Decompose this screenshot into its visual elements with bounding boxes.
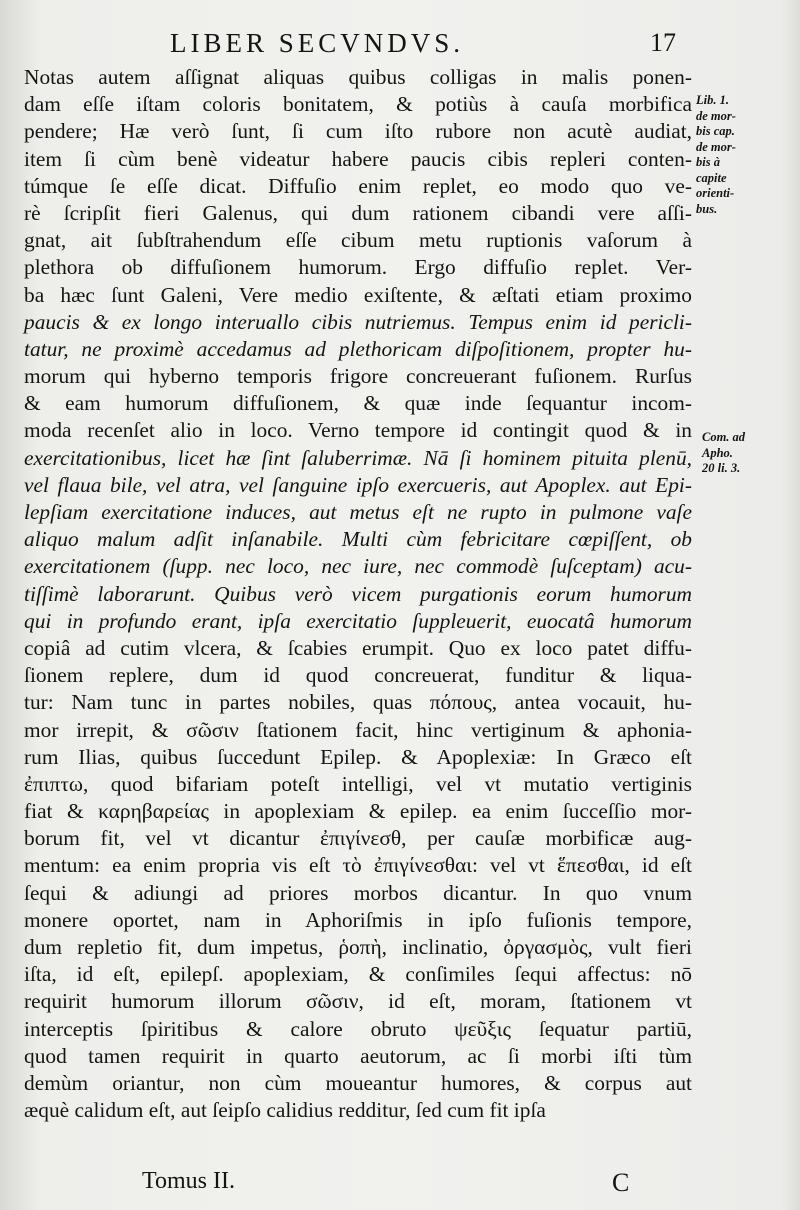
text-line: Notas autem aſſignat aliquas quibus colligas in malis ponen- — [24, 65, 692, 89]
text-line: lepſiam exercitatione induces, aut metus eſt ne rupto in pulmone vaſe — [24, 500, 692, 524]
text-line: copiâ ad cutim vlcera, & ſcabies erumpit. Quo ex loco patet diffu- — [24, 635, 692, 660]
text-line: monere oportet, nam in Aphoriſmis in ipſo fuſionis tempore, — [24, 907, 692, 932]
text-line: requirit humorum illorum σῶσιν, id eſt, moram, ſtationem vt — [24, 989, 692, 1014]
text-line: ſequi & adiungi ad priores morbos dicantur. In quo vnum — [24, 880, 692, 905]
text-line: quod tamen requirit in quarto aeutorum, ac ſi morbi iſti tùm — [24, 1043, 692, 1068]
text-line: exercitationibus, licet hæ ſint ſaluberrimæ. Nā ſi hominem pituita plenū, — [24, 445, 692, 470]
text-line: item ſi cùm benè videatur habere paucis cibis repleri conten- — [24, 146, 692, 171]
margin-note-aphorism-reference — [702, 430, 792, 477]
text-line: rè ſcripſit fieri Galenus, qui dum rationem cibandi vere aſſi- — [24, 200, 692, 225]
text-line: ἐπιπτω, quod bifariam poteſt intelligi, vel vt mutatio vertiginis — [24, 771, 692, 796]
text-line: gnat, ait ſubſtrahendum eſſe cibum metu ruptionis vaſorum à — [24, 228, 692, 253]
text-line: rum Ilias, quibus ſuccedunt Epilep. & Apoplexiæ: In Græco eſt — [24, 744, 692, 769]
running-title: LIBER SECVNDVS. — [170, 28, 465, 58]
text-line: aliquo malum adſit inſanabile. Multi cùm febricitare cœpiſſent, ob — [24, 527, 692, 552]
text-line: iſta, id eſt, epilepſ. apoplexiam, & conſimiles ſequi affectus: nō — [24, 962, 692, 987]
text-line: exercitationem (ſupp. nec loco, nec iure, nec commodè ſuſceptam) acu- — [24, 554, 692, 579]
margin-note-line: de mor- — [696, 108, 736, 123]
text-line: moda recenſet alio in loco. Verno tempore id contingit quod & in — [24, 418, 692, 443]
text-line: pendere; Hæ verò ſunt, ſi cum iſto rubore non acutè audiat, — [24, 119, 692, 144]
page-number: 17 — [650, 28, 676, 57]
margin-note-book-reference — [696, 93, 786, 217]
margin-note-line: bis cap. — [696, 124, 735, 138]
volume-label: Tomus II. — [142, 1168, 235, 1194]
margin-note-line: orienti- — [696, 186, 735, 200]
margin-note-line: capite — [696, 170, 727, 185]
text-line: ba hæc ſunt Galeni, Vere medio exiſtente, & æſtati etiam proximo — [24, 282, 692, 307]
margin-note-line: Lib. 1. — [696, 93, 729, 107]
text-line: dam eſſe iſtam coloris bonitatem, & potiùs à cauſa morbifica — [24, 92, 692, 117]
text-line: tatur, ne proximè accedamus ad plethoricam diſpoſitionem, propter hu- — [24, 336, 692, 361]
text-line: plethora ob diffuſionem humorum. Ergo diffuſio replet. Ver- — [24, 255, 692, 280]
text-line: demùm oriantur, non cùm moueantur humores, & corpus aut — [24, 1070, 692, 1095]
text-line: paucis & ex longo interuallo cibis nutriemus. Tempus enim id pericli- — [24, 309, 692, 334]
margin-note-line: 20 li. 3. — [702, 461, 741, 475]
text-line: túmque ſe eſſe dicat. Diffuſio enim replet, eo modo quo ve- — [24, 173, 692, 198]
text-line: morum qui hyberno temporis frigore concreuerant fuſionem. Rurſus — [24, 364, 692, 389]
text-line: mor irrepit, & σῶσιν ſtationem facit, hinc vertiginum & aphonia- — [24, 717, 692, 742]
margin-note-line: Com. ad — [702, 430, 746, 444]
text-line: vel flaua bile, vel atra, vel ſanguine ipſo exercueris, aut Apoplex. aut Epi- — [24, 472, 692, 497]
text-line: qui in profundo erant, ipſa exercitatio ſuppleuerit, euocatâ humorum — [24, 608, 692, 633]
text-line: borum fit, vel vt dicantur ἐπιγίνεσθ, per cauſæ morbificæ aug- — [24, 826, 692, 851]
margin-note-line: de mor- — [696, 139, 736, 154]
text-line: tur: Nam tunc in partes nobiles, quas πόπους, antea vocauit, hu- — [24, 690, 692, 715]
text-line: interceptis ſpiritibus & calore obruto ψεῦξις ſequatur partiū, — [24, 1016, 692, 1041]
margin-note-line: bus. — [696, 201, 718, 216]
page-footer — [0, 1168, 800, 1204]
page-header — [0, 28, 800, 64]
text-line: mentum: ea enim propria vis eſt τὸ ἐπιγίνεσθαι: vel vt ἕπεσθαι, id eſt — [24, 853, 692, 878]
text-line: æquè calidum eſt, aut ſeipſo calidius redditur, ſed cum fit ipſa — [24, 1098, 546, 1123]
text-line: fiat & καρηβαρείας in apoplexiam & epilep. ea enim ſucceſſio mor- — [24, 799, 692, 824]
margin-note-line: Apho. — [702, 445, 733, 460]
main-text — [24, 64, 692, 1124]
text-line: ſionem replere, dum id quod concreuerat, funditur & liqua- — [24, 663, 692, 688]
text-line: dum repletio fit, dum impetus, ῥοπὴ, inclinatio, ὀργασμὸς, vult fieri — [24, 935, 692, 959]
signature-mark: C — [612, 1168, 630, 1197]
margin-note-line: bis à — [696, 155, 720, 169]
text-line: & eam humorum diffuſionem, & quæ inde ſequantur incom- — [24, 391, 692, 416]
text-line: tiſſimè laborarunt. Quibus verò vicem purgationis eorum humorum — [24, 581, 692, 606]
